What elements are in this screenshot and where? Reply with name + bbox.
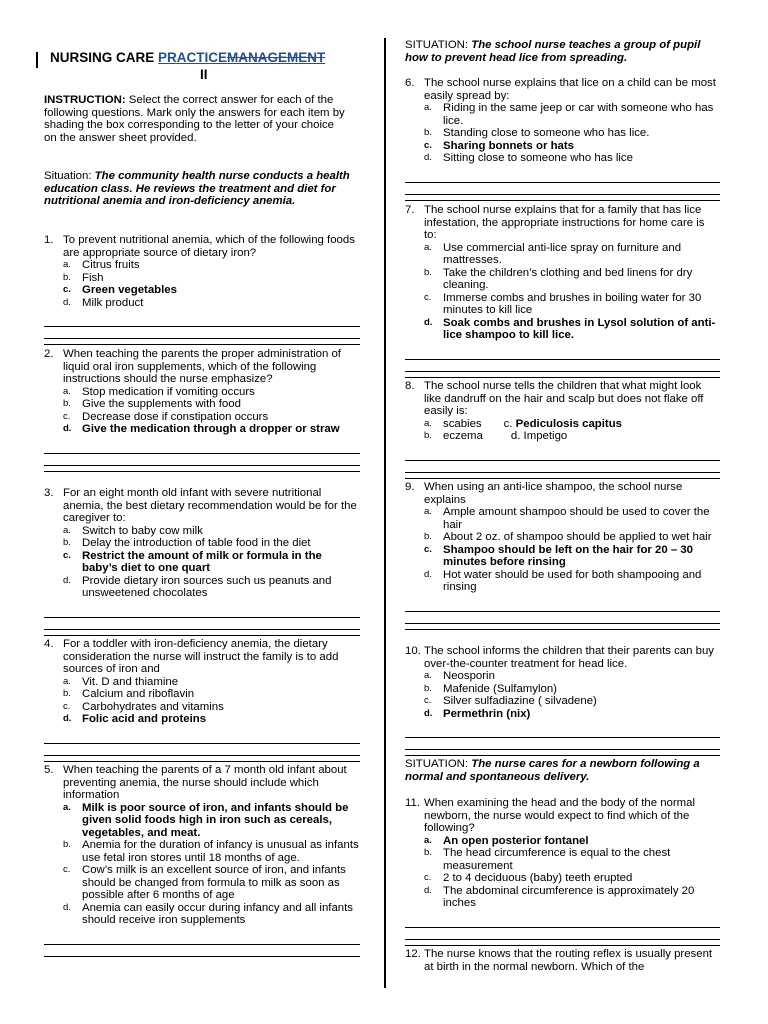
instruction-text-2: on the answer sheet provided.	[44, 131, 197, 144]
q7-option-c	[424, 292, 720, 317]
option-letter: a.	[424, 417, 432, 429]
q5-text: When teaching the parents of a 7 month old infant about preventing anemia, the nurse should include which information	[63, 764, 347, 801]
q1-option-a	[63, 259, 360, 272]
q4-option-b	[63, 688, 360, 701]
option-text: Milk is poor source of iron, and infants should be given solid foods high in iron such as cereals, vegetables, and meat.	[82, 801, 349, 839]
q9-option-a	[424, 506, 720, 531]
option-letter: d.	[63, 713, 72, 724]
answer-lines	[44, 933, 360, 957]
answer-lines	[44, 732, 360, 762]
option-text: Anemia for the duration of infancy is unusual as infants use fetal iron stores until 18 months of age.	[82, 839, 359, 864]
instruction-label: INSTRUCTION:	[44, 94, 126, 106]
option-letter: d.	[63, 423, 72, 434]
option-letter: d.	[63, 296, 71, 308]
q10-number: 10.	[405, 645, 421, 657]
title-roman: II	[200, 67, 208, 82]
q4-option-a	[63, 676, 360, 689]
q9-number: 9.	[405, 481, 415, 493]
q11-number: 11.	[405, 797, 420, 809]
option-text: Restrict the amount of milk or formula in the baby’s diet to one quart	[82, 549, 322, 574]
option-letter: c.	[424, 291, 432, 303]
option-text: Soak combs and brushes in Lysol solution of anti-lice shampoo to kill lice.	[443, 316, 716, 341]
q5-option-d	[63, 902, 360, 927]
instruction-text: Select the correct answer for each of the following questions. Mark only the answers for each item by shading the box corresponding to the letter of your choice	[44, 94, 345, 131]
option-text: Mafenide (Sulfamylon)	[443, 682, 557, 695]
question-2	[44, 348, 360, 472]
q1-option-c-answer	[63, 284, 360, 297]
option-text: Vit. D and thiamine	[82, 675, 179, 688]
situation-2-text: The school nurse teaches a group of pupil how to prevent head lice from spreading.	[405, 39, 701, 64]
q3-option-b	[63, 537, 360, 550]
q6-text: The school nurse explains that lice on a child can be most easily spread by:	[424, 77, 716, 102]
q9-option-b	[424, 531, 720, 544]
option-text: Carbohydrates and vitamins	[82, 700, 224, 713]
q3-number: 3.	[44, 487, 54, 499]
q10-option-b	[424, 683, 720, 696]
option-text: Folic acid and proteins	[82, 713, 207, 725]
option-letter: b.	[424, 430, 432, 441]
question-10	[405, 645, 720, 756]
option-text: Sitting close to someone who has lice	[443, 152, 633, 164]
q3-option-d	[63, 575, 360, 600]
q10-text: The school informs the children that their parents can buy over-the-counter treatment for head lice.	[424, 645, 714, 670]
option-letter: c.	[63, 864, 71, 875]
question-6	[405, 77, 720, 201]
answer-lines	[405, 600, 720, 630]
q1-text: To prevent nutritional anemia, which of the following foods are appropriate source of dietary iron?	[63, 234, 355, 259]
q12-number: 12.	[405, 948, 421, 960]
question-7	[405, 204, 720, 378]
option-letter: b.	[424, 531, 432, 542]
option-text: Standing close to someone who has lice.	[443, 127, 650, 139]
q7-option-b	[424, 267, 720, 292]
q8-option-c-answer: Pediculosis capitus	[515, 417, 623, 430]
situation-3-label: SITUATION:	[405, 758, 472, 770]
option-text: Hot water should be used for both shampooing and rinsing	[443, 568, 702, 593]
question-5	[44, 764, 360, 957]
q2-option-d-answer	[63, 423, 360, 436]
option-text: Shampoo should be left on the hair for 20 – 30 minutes before rinsing	[443, 543, 693, 568]
option-text: Give the medication through a dropper or straw	[82, 423, 340, 435]
option-letter: d.	[424, 316, 433, 328]
option-letter: d.	[424, 568, 432, 580]
question-1	[44, 234, 360, 345]
q6-option-d	[424, 152, 720, 165]
option-letter: d.	[63, 901, 71, 913]
q9-text: When using an anti-lice shampoo, the school nurse explains	[424, 481, 683, 506]
option-letter: a.	[63, 801, 71, 813]
option-text: Sharing bonnets or hats	[443, 139, 575, 152]
option-letter: a.	[424, 834, 432, 846]
q1-number: 1.	[44, 234, 54, 246]
option-letter: d.	[424, 152, 432, 163]
answer-lines	[44, 315, 360, 345]
q7-number: 7.	[405, 204, 415, 216]
answer-lines	[405, 348, 720, 378]
option-letter: a.	[424, 102, 432, 113]
q6-option-b	[424, 127, 720, 140]
option-text: The head circumference is equal to the chest measurement	[443, 847, 671, 872]
option-letter: c.	[63, 284, 71, 295]
option-text: Fish	[82, 271, 104, 284]
q7-text: The school nurse explains that for a family that has lice infestation, the appropriate instructions for home care is to:	[424, 204, 705, 241]
option-letter: b.	[63, 839, 71, 850]
q3-text: For an eight month old infant with severe nutritional anemia, the best dietary recommendation would be for the caregiver to:	[63, 487, 357, 524]
question-8	[405, 380, 720, 479]
option-text: Milk product	[82, 296, 144, 309]
q5-option-a-answer	[63, 802, 360, 840]
q2-option-c	[63, 411, 360, 424]
option-letter: b.	[63, 537, 71, 548]
q8-options-row-1	[424, 418, 720, 431]
option-text: Give the supplements with food	[82, 398, 241, 410]
question-11	[405, 797, 720, 946]
option-text: About 2 oz. of shampoo should be applied to wet hair	[443, 531, 712, 543]
answer-lines	[44, 442, 360, 472]
situation-2-label: SITUATION:	[405, 39, 472, 51]
q8-options-row-2	[424, 430, 720, 443]
instruction	[44, 94, 360, 144]
option-letter: a.	[63, 385, 71, 397]
page-title	[50, 50, 370, 82]
situation-1	[44, 170, 360, 208]
option-text: Use commercial anti-lice spray on furniture and mattresses.	[443, 241, 682, 266]
option-letter: b.	[63, 398, 71, 409]
option-letter: d.	[424, 884, 432, 896]
question-4	[44, 638, 360, 762]
option-text: Delay the introduction of table food in the diet	[82, 537, 311, 549]
q7-option-d-answer	[424, 317, 720, 342]
option-letter: c.	[503, 417, 516, 430]
situation-3	[405, 758, 720, 783]
option-letter: a.	[63, 259, 71, 270]
q10-option-a	[424, 670, 720, 683]
column-divider	[384, 38, 386, 988]
q4-option-d-answer	[63, 713, 360, 726]
option-letter: c.	[63, 700, 71, 712]
title-practice: PRACTICE	[158, 50, 228, 65]
situation-1-label: Situation:	[44, 170, 95, 182]
option-letter: c.	[424, 872, 432, 883]
option-text: Stop medication if vomiting occurs	[82, 385, 255, 398]
q2-option-b	[63, 398, 360, 411]
option-letter: b.	[63, 688, 71, 699]
option-letter: c.	[63, 410, 71, 422]
option-text: Provide dietary iron sources such us peanuts and unsweetened chocolates	[82, 574, 332, 599]
option-letter: d.	[424, 707, 433, 719]
option-text: Anemia can easily occur during infancy and all infants should receive iron supplements	[82, 901, 353, 926]
option-letter: c.	[424, 695, 432, 706]
q7-option-a	[424, 242, 720, 267]
answer-lines	[405, 726, 720, 756]
question-3	[44, 487, 360, 636]
q4-number: 4.	[44, 638, 54, 650]
answer-lines	[405, 449, 720, 479]
situation-3-text: The nurse cares for a newborn following a normal and spontaneous delivery.	[405, 758, 700, 783]
option-text: Take the children’s clothing and bed linens for dry cleaning.	[443, 266, 693, 291]
q6-option-c-answer	[424, 140, 720, 153]
question-9	[405, 481, 720, 630]
q11-text: When examining the head and the body of the normal newborn, the nurse would expect to find which of the following?	[424, 797, 696, 834]
option-text: Neosporin	[443, 670, 495, 682]
q10-option-c	[424, 695, 720, 708]
q11-option-b	[424, 847, 720, 872]
situation-1-text: The community health nurse conducts a health education class. He reviews the treatment and diet for nutritional anemia and iron-deficiency anemia.	[44, 170, 350, 207]
option-text: Immerse combs and brushes in boiling water for 30 minutes to kill lice	[443, 291, 702, 316]
option-letter: a.	[63, 675, 71, 687]
option-letter: a.	[424, 670, 432, 681]
q5-option-c	[63, 864, 360, 902]
option-letter: a.	[63, 524, 71, 536]
q1-option-d	[63, 297, 360, 310]
q6-number: 6.	[405, 77, 415, 89]
answer-lines	[44, 606, 360, 636]
title-prefix: NURSING CARE	[50, 50, 159, 65]
option-text: eczema	[443, 430, 483, 442]
option-letter: c.	[63, 549, 71, 561]
q3-option-c-answer	[63, 550, 360, 575]
option-letter: c.	[424, 543, 432, 555]
q12-text: The nurse knows that the routing reflex is usually present at birth in the normal newborn. Which of the	[424, 948, 713, 973]
option-text: Cow’s milk is an excellent source of iron, and infants should be changed from formula to milk as soon as possible after 6 months of age	[82, 864, 346, 901]
q5-number: 5.	[44, 764, 54, 776]
option-text: Riding in the same jeep or car with someone who has lice.	[443, 102, 714, 127]
option-text: scabies	[443, 417, 482, 430]
option-letter: b.	[424, 266, 432, 278]
option-letter: a.	[424, 241, 432, 253]
option-text: Switch to baby cow milk	[82, 524, 203, 537]
q4-text: For a toddler with iron-deficiency anemia, the dietary consideration the nurse will instruct the family is to add sources of iron and	[63, 638, 339, 675]
q6-option-a	[424, 102, 720, 127]
option-text: An open posterior fontanel	[443, 834, 589, 847]
q11-option-c	[424, 872, 720, 885]
answer-lines	[405, 171, 720, 201]
option-text: Silver sulfadiazine ( silvadene)	[443, 695, 597, 707]
q4-option-c	[63, 701, 360, 714]
q2-option-a	[63, 386, 360, 399]
option-text: Ample amount shampoo should be used to cover the hair	[443, 506, 710, 531]
title-management: MANAGEMENT	[227, 50, 326, 65]
q9-option-c-answer	[424, 544, 720, 569]
q1-option-b	[63, 272, 360, 285]
option-text: Permethrin (nix)	[443, 707, 531, 720]
title-bar	[36, 52, 38, 68]
q2-text: When teaching the parents the proper administration of liquid oral iron supplements, which of the following instructions should the nurse emphasize?	[63, 348, 341, 385]
question-12	[405, 948, 720, 973]
option-letter: c.	[424, 139, 432, 151]
option-text: Citrus fruits	[82, 259, 140, 271]
option-text: Calcium and riboflavin	[82, 688, 195, 700]
q11-option-d	[424, 885, 720, 910]
q3-option-a	[63, 525, 360, 538]
option-letter: b.	[424, 682, 432, 694]
q9-option-d	[424, 569, 720, 594]
option-text: 2 to 4 deciduous (baby) teeth erupted	[443, 872, 633, 884]
q8-number: 8.	[405, 380, 415, 392]
option-letter: b.	[424, 847, 432, 858]
q11-option-a-answer	[424, 835, 720, 848]
q2-number: 2.	[44, 348, 54, 360]
situation-2	[405, 39, 720, 64]
option-letter: d.	[63, 574, 71, 586]
answer-lines	[405, 916, 720, 946]
option-letter: b.	[63, 271, 71, 283]
option-text: Green vegetables	[82, 284, 177, 296]
q5-option-b	[63, 839, 360, 864]
option-letter: a.	[424, 506, 432, 517]
option-text: d. Impetigo	[510, 430, 568, 442]
q8-text: The school nurse tells the children that what might look like dandruff on the hair and scalp but does not flake off easily is:	[424, 380, 704, 417]
option-letter: b.	[424, 127, 432, 138]
option-text: The abdominal circumference is approximately 20 inches	[443, 884, 695, 909]
q10-option-d-answer	[424, 708, 720, 721]
option-text: Decrease dose if constipation occurs	[82, 410, 269, 423]
